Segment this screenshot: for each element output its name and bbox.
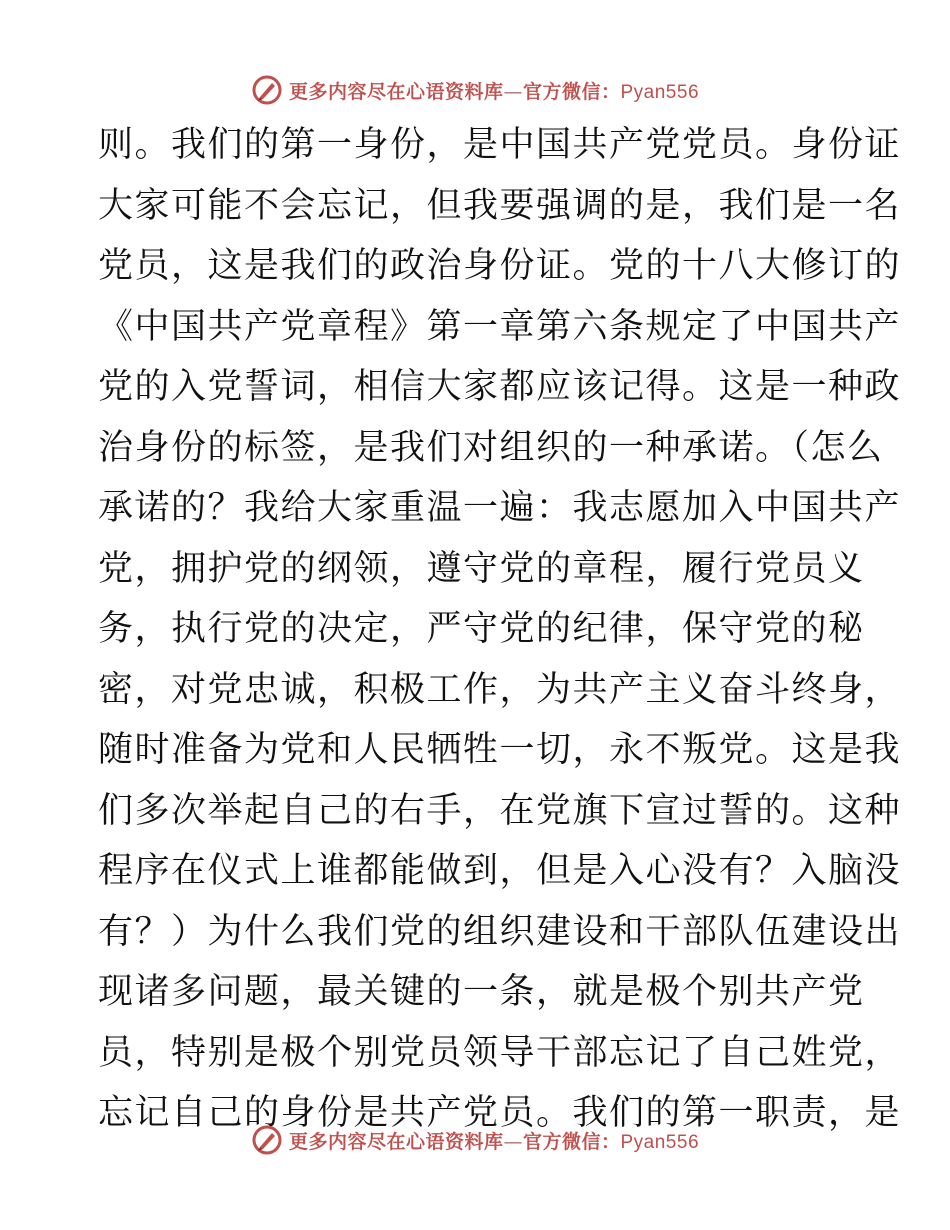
banner-title: 更多内容尽在心语资料库 [288, 1130, 504, 1153]
pen-logo-icon [251, 74, 283, 106]
document-body [98, 115, 902, 1144]
body-line: 党员，这是我们的政治身份证。党的十八大修订的 [98, 246, 902, 286]
body-line: 党的入党誓词，相信大家都应该记得。这是一种政 [98, 367, 902, 407]
header-banner [0, 70, 950, 110]
body-line: 密，对党忠诚，积极工作，为共产主义奋斗终身， [98, 669, 902, 710]
body-line: 治身份的标签，是我们对组织的一种承诺。（怎么 [98, 427, 884, 468]
body-line: 现诸多问题，最关键的一条，就是极个别共产党 [98, 972, 865, 1012]
body-line: 程序在仪式上谁都能做到，但是入心没有？入脑没 [98, 851, 902, 891]
body-line: 务，执行党的决定，严守党的纪律，保守党的秘 [98, 609, 865, 649]
body-line: 员，特别是极个别党员领导干部忘记了自己姓党， [98, 1032, 902, 1073]
banner-wechat-id: Pyan556 [620, 81, 700, 103]
banner-title: 更多内容尽在心语资料库 [288, 80, 504, 103]
body-line: 大家可能不会忘记，但我要强调的是，我们是一名 [98, 185, 902, 226]
body-line: 们多次举起自己的右手，在党旗下宣过誓的。这种 [98, 790, 902, 831]
banner-separator: — [503, 80, 523, 103]
body-line: 有？）为什么我们党的组织建设和干部队伍建设出 [98, 911, 902, 952]
banner-wechat-id: Pyan556 [620, 1131, 700, 1153]
body-line: 《中国共产党章程》第一章第六条规定了中国共产 [98, 306, 902, 347]
banner-wechat-label: 官方微信： [522, 80, 621, 103]
footer-banner-text [289, 1127, 699, 1154]
header-banner-text [289, 77, 699, 104]
body-line: 承诺的？我给大家重温一遍：我志愿加入中国共产 [98, 488, 902, 528]
banner-wechat-label: 官方微信： [522, 1130, 621, 1153]
pen-logo-icon [251, 1124, 283, 1156]
body-line: 党，拥护党的纲领，遵守党的章程，履行党员义 [98, 548, 865, 589]
body-line: 随时准备为党和人民牺牲一切，永不叛党。这是我 [98, 730, 902, 770]
footer-banner [0, 1120, 950, 1160]
banner-separator: — [503, 1130, 523, 1153]
body-line: 忘记自己的身份是共产党员。我们的第一职责，是 [98, 1093, 902, 1133]
body-line: 则。我们的第一身份，是中国共产党党员。身份证 [98, 125, 902, 165]
